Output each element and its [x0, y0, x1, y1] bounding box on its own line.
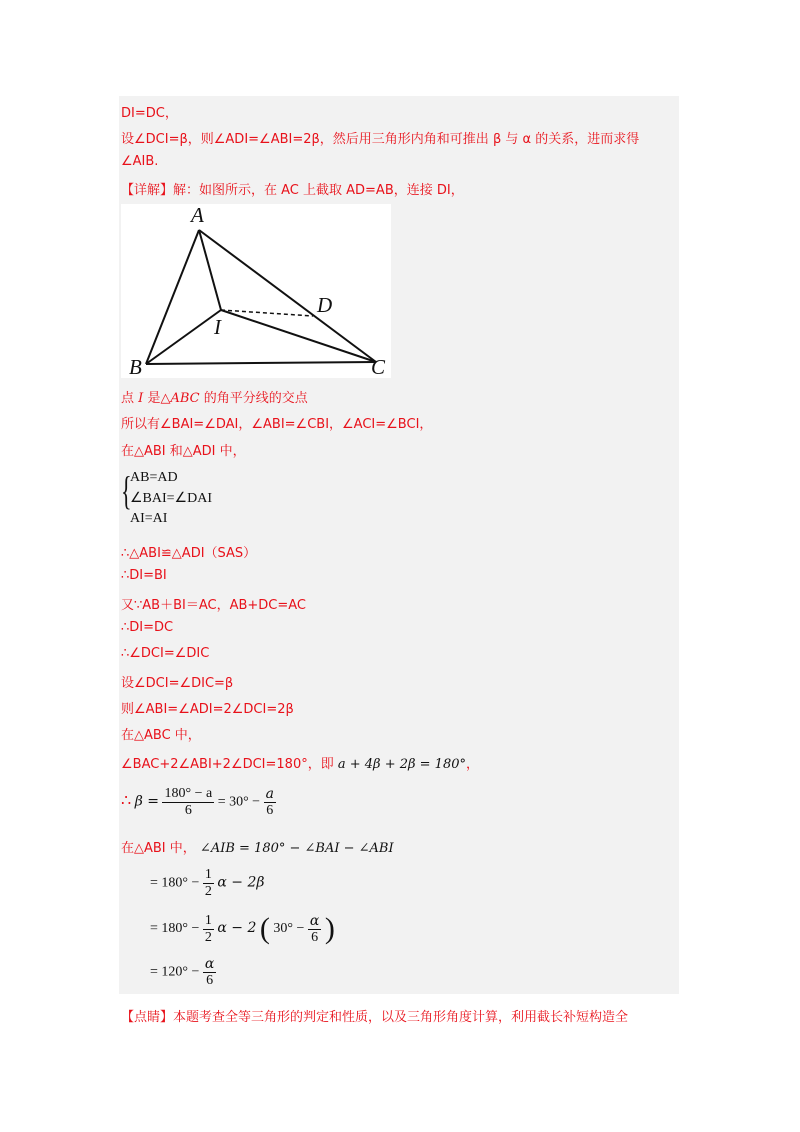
text-line: DI=DC， [121, 106, 178, 121]
math-text: = 120° − [150, 964, 200, 980]
system-row-1: AB=AD [130, 470, 178, 485]
numerator: α [309, 912, 320, 929]
text-line: ∴DI=BI [121, 568, 167, 583]
math-text: α − 2β [217, 874, 265, 891]
math-text: = 180° − [150, 875, 200, 891]
denominator: 2 [204, 929, 212, 945]
fraction [203, 867, 214, 900]
triangle-diagram [121, 204, 391, 378]
text-line: ∴DI=DC [121, 620, 174, 635]
text-span: 点 [121, 391, 135, 406]
text-span: ∠BAC+2∠ABI+2∠DCI=180°，即 [121, 757, 334, 772]
numerator: α [204, 956, 215, 972]
denominator: 6 [311, 929, 319, 945]
denominator: 6 [206, 973, 214, 988]
fraction [203, 956, 216, 989]
text-line: ∠AIB. [121, 154, 159, 169]
comment-line: 【点睛】本题考查全等三角形的判定和性质，以及三角形角度计算，利用截长补短构造全 [121, 1010, 629, 1025]
equation: a + 4β + 2β = 180° [337, 757, 466, 772]
text-line [121, 837, 394, 856]
math-text: = 180° − [150, 921, 200, 937]
math-text: α − 2 [217, 920, 257, 937]
math-var: I [138, 391, 144, 406]
text-line: 则∠ABI=∠ADI=2∠DCI=2β [121, 702, 294, 717]
fraction [162, 786, 214, 819]
math-text: 30° − [273, 921, 305, 937]
label-d: D [317, 293, 333, 317]
text-span: 在△ABI 中， [121, 841, 196, 856]
system-brace: { [121, 468, 132, 513]
fraction [203, 913, 214, 946]
label-a: A [191, 204, 204, 227]
text-line: 在△ABC 中， [121, 728, 201, 743]
numerator: 1 [204, 867, 212, 882]
equation-step-2 [150, 912, 335, 946]
segment-ai [199, 230, 221, 310]
fraction [308, 913, 321, 946]
text-span: 是△ [147, 391, 171, 406]
equation-step-3 [150, 956, 216, 989]
text-line: ∴∠DCI=∠DIC [121, 646, 210, 661]
text-span: ， [465, 757, 479, 772]
numerator: 180° − a [164, 786, 213, 801]
therefore-symbol: ∴ [121, 792, 132, 810]
denominator: 6 [184, 803, 192, 818]
text-line: 所以有∠BAI=∠DAI，∠ABI=∠CBI，∠ACI=∠BCI， [121, 417, 433, 432]
detail-heading: 【详解】解：如图所示，在 AC 上截取 AD=AB，连接 DI， [121, 183, 464, 198]
text-line: 又∵AB＋BI＝AC，AB+DC=AC [121, 598, 307, 613]
numerator: a [265, 786, 274, 802]
system-row-3: AI=AI [130, 511, 168, 526]
math-text: β = [134, 793, 159, 810]
edge-ac [199, 230, 376, 362]
label-b: B [129, 355, 142, 378]
text-span: 的角平分线的交点 [203, 391, 308, 406]
text-line: 设∠DCI=∠DIC=β [121, 676, 234, 691]
denominator: 2 [204, 884, 212, 899]
text-line [121, 753, 479, 772]
math-var: ABC [170, 391, 200, 406]
text-line: 在△ABI 和△ADI 中， [121, 444, 246, 459]
numerator: 1 [204, 912, 212, 928]
paren: ) [324, 912, 335, 945]
equation-step-1 [150, 867, 264, 900]
text-line: 设∠DCI=β，则∠ADI=∠ABI=2β，然后用三角形内角和可推出 β 与 α 的关系，进而求得 [121, 132, 640, 147]
text-line [121, 387, 308, 406]
triangle-figure [121, 204, 391, 378]
paren: ( [259, 912, 270, 945]
denominator: 6 [266, 803, 274, 818]
segment-ci [221, 310, 376, 362]
label-c: C [371, 355, 386, 378]
equation: ∠AIB = 180° − ∠BAI − ∠ABI [199, 841, 394, 856]
equation-beta [121, 786, 276, 819]
system-row-2: ∠BAI=∠DAI [130, 491, 212, 506]
text-line: ∴△ABI≌△ADI（SAS） [121, 546, 257, 561]
label-i: I [214, 315, 221, 339]
edge-bc [146, 362, 376, 364]
fraction [264, 786, 276, 819]
math-text: = 30° − [217, 794, 261, 810]
